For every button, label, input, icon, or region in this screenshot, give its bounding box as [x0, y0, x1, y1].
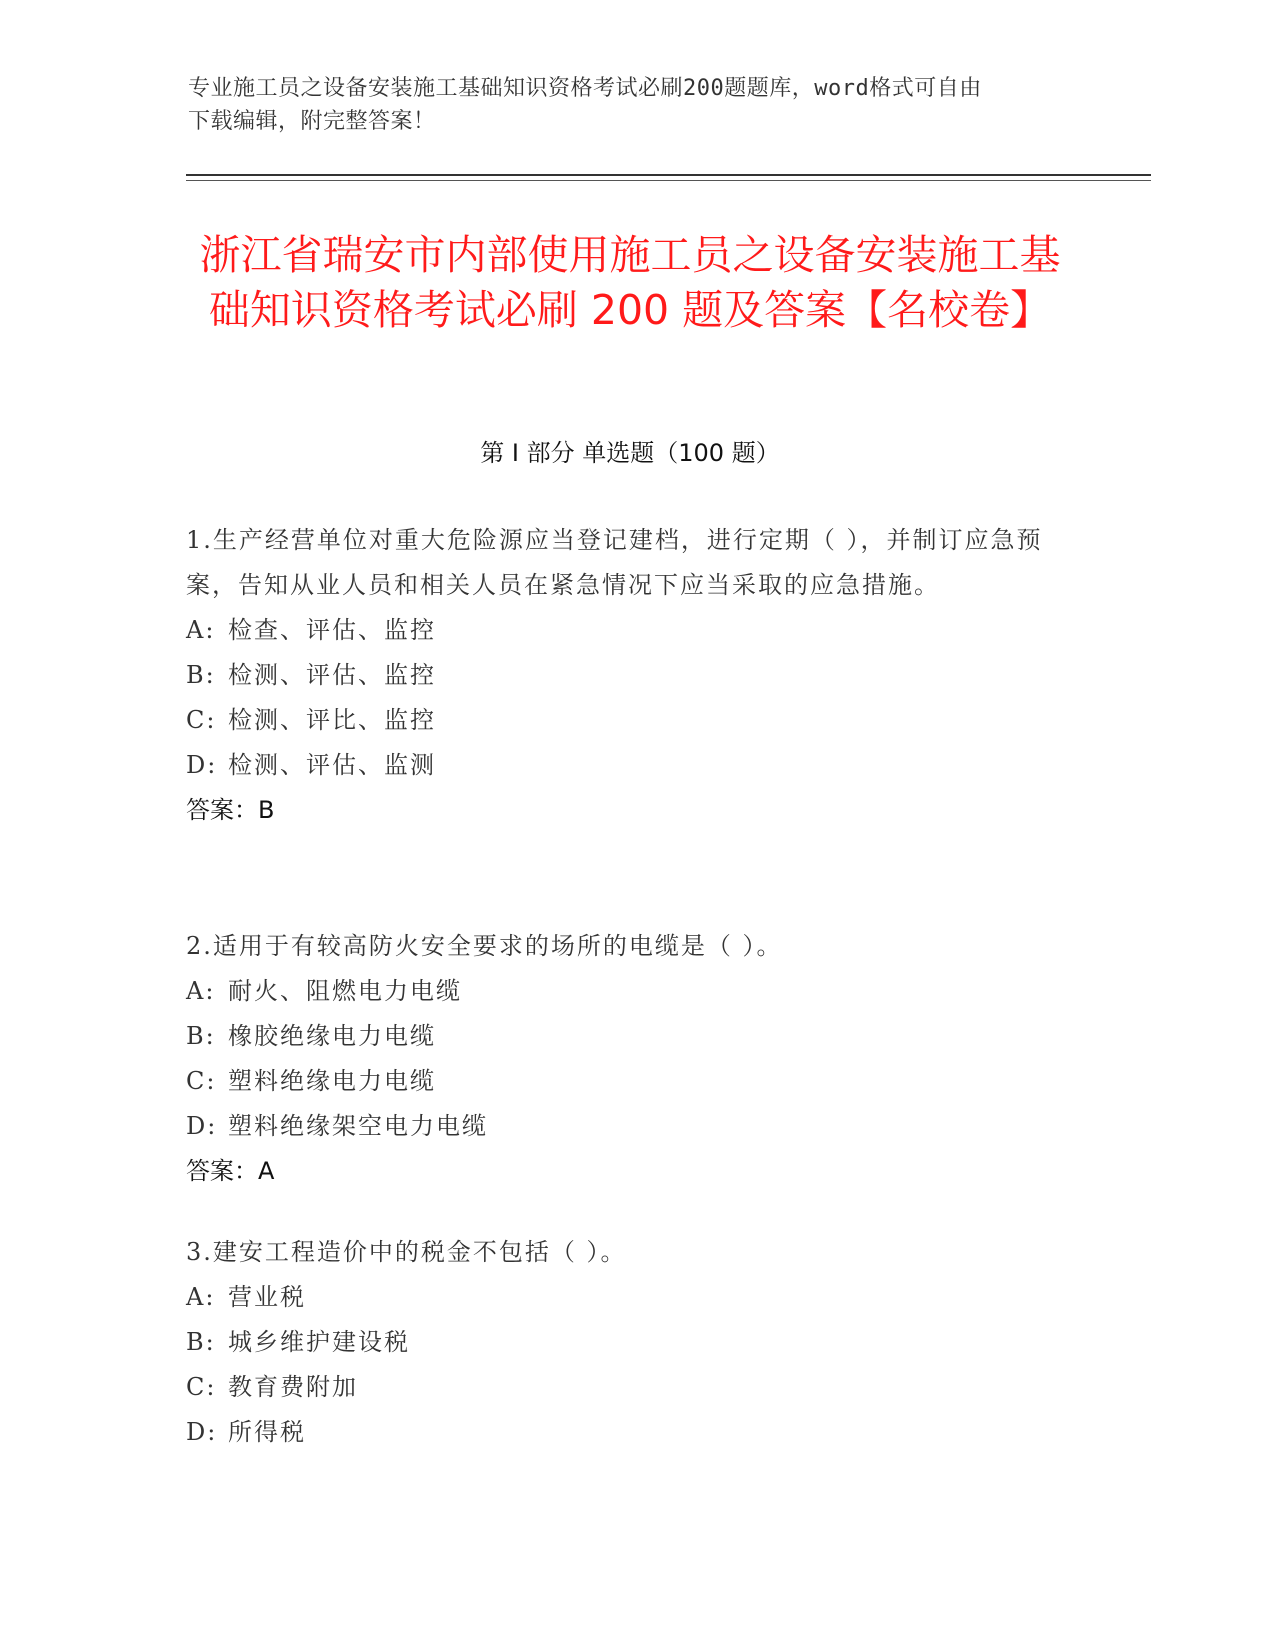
option-text: 塑料绝缘电力电缆 [228, 1067, 436, 1095]
question-stem: 3.建安工程造价中的税金不包括（ ）。 [186, 1238, 627, 1266]
option-c [186, 1059, 1086, 1104]
option-text: 所得税 [228, 1418, 306, 1446]
option-key: B: [186, 1022, 216, 1050]
option-a [186, 1275, 1086, 1320]
section-title: 第 I 部分 单选题（100 题） [480, 439, 780, 467]
option-text: 营业税 [228, 1283, 306, 1311]
option-a [186, 608, 1086, 653]
option-b [186, 653, 1086, 698]
option-text: 检查、评估、监控 [228, 616, 436, 644]
option-d [186, 1410, 1086, 1455]
header-note-line-1: 专业施工员之设备安装施工基础知识资格考试必刷200题题库，word格式可自由 [188, 76, 982, 101]
answer: 答案：B [186, 796, 275, 824]
question-stem: 2.适用于有较高防火安全要求的场所的电缆是（ ）。 [186, 932, 783, 960]
option-key: A: [186, 1283, 216, 1311]
option-text: 耐火、阻燃电力电缆 [228, 977, 462, 1005]
header-note [188, 72, 1068, 138]
option-key: A: [186, 977, 216, 1005]
question-3 [186, 1230, 1086, 1455]
option-key: D: [186, 751, 218, 779]
option-text: 教育费附加 [228, 1373, 358, 1401]
answer: 答案：A [186, 1157, 275, 1185]
option-c [186, 1365, 1086, 1410]
option-key: C: [186, 706, 217, 734]
option-d [186, 743, 1086, 788]
option-a [186, 969, 1086, 1014]
option-c [186, 698, 1086, 743]
option-text: 检测、评比、监控 [228, 706, 436, 734]
question-2 [186, 924, 1086, 1194]
option-b [186, 1014, 1086, 1059]
option-d [186, 1104, 1086, 1149]
header-divider-thick [186, 174, 1151, 176]
option-key: C: [186, 1067, 217, 1095]
option-key: B: [186, 1328, 216, 1356]
question-stem: 1.生产经营单位对重大危险源应当登记建档，进行定期（ ），并制订应急预案，告知从业人员和相关人员在紧急情况下应当采取的应急措施。 [186, 526, 1043, 599]
option-key: D: [186, 1112, 218, 1140]
option-b [186, 1320, 1086, 1365]
document-title: 浙江省瑞安市内部使用施工员之设备安装施工基础知识资格考试必刷 200 题及答案【名校卷】 [199, 231, 1061, 334]
option-text: 橡胶绝缘电力电缆 [228, 1022, 436, 1050]
option-key: B: [186, 661, 216, 689]
header-divider-thin [186, 180, 1151, 181]
option-text: 塑料绝缘架空电力电缆 [228, 1112, 488, 1140]
option-text: 检测、评估、监控 [228, 661, 436, 689]
option-text: 检测、评估、监测 [228, 751, 436, 779]
option-text: 城乡维护建设税 [228, 1328, 410, 1356]
option-key: D: [186, 1418, 218, 1446]
option-key: C: [186, 1373, 217, 1401]
question-1 [186, 518, 1086, 833]
option-key: A: [186, 616, 216, 644]
header-note-line-2: 下载编辑，附完整答案！ [188, 109, 436, 134]
